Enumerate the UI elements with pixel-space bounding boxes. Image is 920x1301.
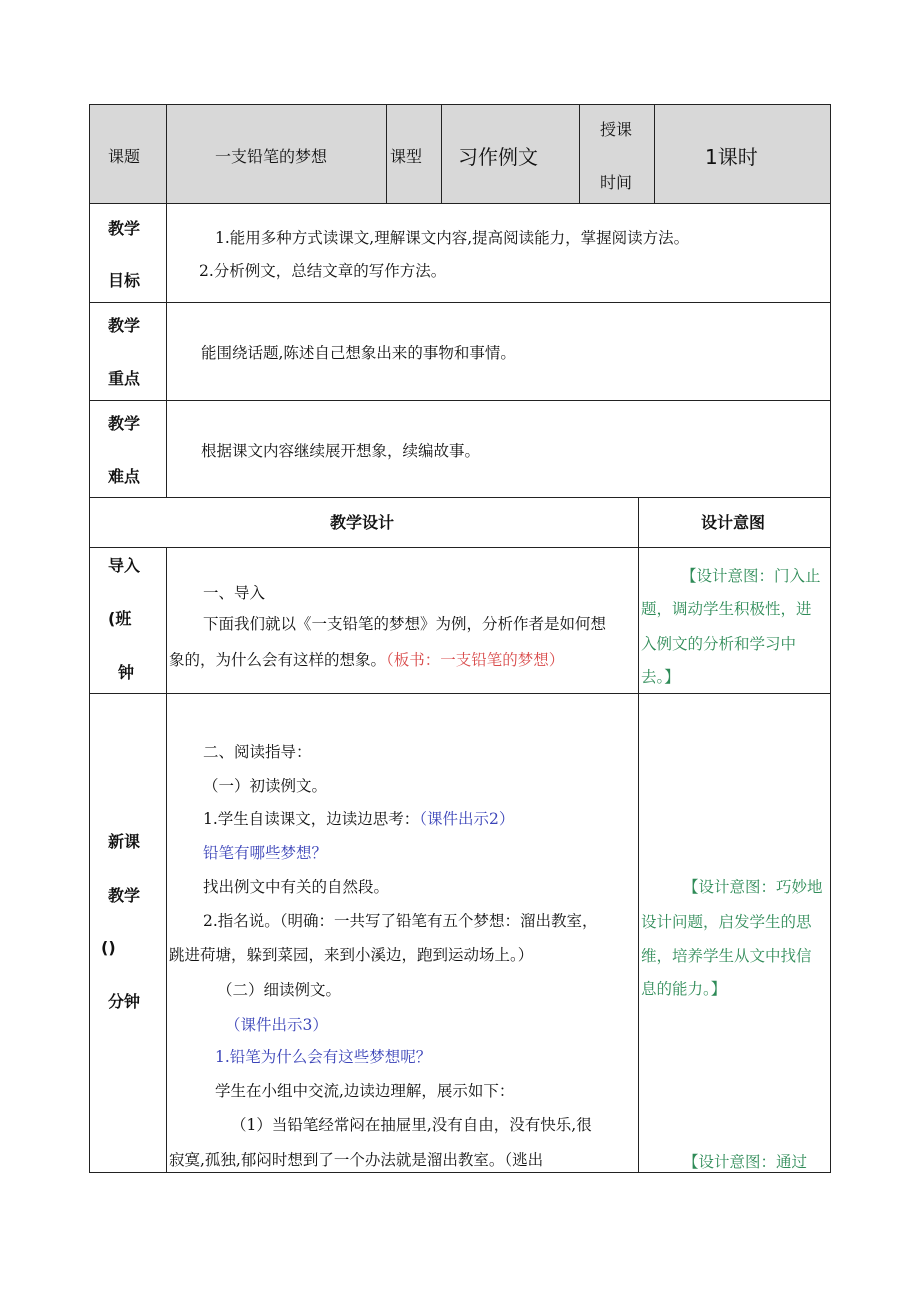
goals-label-line2: 目标 bbox=[108, 271, 141, 290]
first-reading-title: （一）初读例文。 bbox=[203, 777, 328, 795]
focus-label-line2: 重点 bbox=[108, 369, 141, 388]
step2-line2: 跳进荷塘，躲到菜园，来到小溪边，跑到运动场上。） bbox=[169, 946, 534, 964]
answer1-line2: 寂寞,孤独,郁闷时想到了一个办法就是溜出教室。（逃出 bbox=[169, 1151, 544, 1169]
courseware-note-2: （课件出示2） bbox=[419, 810, 515, 828]
newlesson-intent-line4: 息的能力。】 bbox=[641, 980, 727, 998]
subject-label: 课题 bbox=[108, 147, 141, 166]
type-label: 课型 bbox=[390, 147, 423, 166]
newlesson-label-line1: 新课 bbox=[108, 832, 141, 851]
difficulty-label-line1: 教学 bbox=[108, 414, 141, 433]
question-dreams: 铅笔有哪些梦想？ bbox=[203, 844, 328, 862]
intro-intent-line4: 去。】 bbox=[641, 668, 680, 686]
question-why: 1.铅笔为什么会有这些梦想呢？ bbox=[215, 1048, 432, 1066]
intro-line2-text: 象的，为什么会有这样的想象。 bbox=[169, 651, 387, 669]
intent-header-cell bbox=[638, 497, 831, 548]
goals-label-line1: 教学 bbox=[108, 219, 141, 238]
answer1-line1: （1）当铅笔经常闷在抽屉里,没有自由，没有快乐,很 bbox=[231, 1116, 592, 1134]
find-paragraphs: 找出例文中有关的自然段。 bbox=[203, 878, 390, 896]
intro-intent-line3: 入例文的分析和学习中 bbox=[641, 635, 797, 653]
goals-label-cell bbox=[89, 203, 167, 303]
type-value-cell bbox=[441, 104, 580, 204]
newlesson-intent-line1: 【设计意图：巧妙地 bbox=[683, 878, 823, 896]
reading-guide-title: 二、阅读指导： bbox=[203, 743, 312, 761]
focus-label-line1: 教学 bbox=[108, 316, 141, 335]
intro-label-cell bbox=[89, 547, 167, 694]
focus-label-cell bbox=[89, 302, 167, 401]
intro-intent-line2: 题，调动学生积极性，进 bbox=[641, 600, 812, 618]
intro-label-line2: (班 bbox=[108, 609, 132, 628]
intro-label-line1: 导入 bbox=[108, 556, 141, 575]
subject-value: 一支铅笔的梦想 bbox=[215, 147, 328, 166]
newlesson-intent-line3: 维，培养学生从文中找信 bbox=[641, 947, 812, 965]
time-label-line2: 时间 bbox=[600, 173, 633, 192]
type-value: 习作例文 bbox=[458, 145, 538, 169]
newlesson-label-line4: 分钟 bbox=[108, 992, 141, 1011]
type-label-cell bbox=[386, 104, 442, 204]
design-header: 教学设计 bbox=[330, 513, 395, 532]
subject-label-cell bbox=[89, 104, 167, 204]
step1-text: 1.学生自读课文，边读边思考： bbox=[203, 810, 420, 828]
time-value: 1课时 bbox=[705, 145, 758, 169]
focus-content-cell bbox=[166, 302, 831, 401]
goals-line2: 2.分析例文，总结文章的写作方法。 bbox=[199, 262, 447, 280]
intro-title: 一、导入 bbox=[203, 584, 266, 602]
difficulty-label-line2: 难点 bbox=[108, 467, 141, 486]
newlesson-content-cell bbox=[166, 693, 639, 1173]
step2-line1: 2.指名说。（明确：一共写了铅笔有五个梦想：溜出教室， bbox=[203, 912, 598, 930]
newlesson-label-line2: 教学 bbox=[108, 886, 141, 905]
intro-label-line3: 钟 bbox=[118, 663, 135, 682]
newlesson-intent-cell bbox=[638, 693, 831, 1173]
difficulty-content-cell bbox=[166, 400, 831, 498]
courseware-note-3: （课件出示3） bbox=[225, 1016, 328, 1034]
group-discussion: 学生在小组中交流,边读边理解，展示如下： bbox=[215, 1082, 515, 1100]
intro-line2 bbox=[169, 650, 564, 670]
goals-line1: 1.能用多种方式读课文,理解课文内容,提高阅读能力，掌握阅读方法。 bbox=[215, 229, 690, 247]
time-label-line1: 授课 bbox=[600, 120, 633, 139]
newlesson-intent-line2: 设计问题，启发学生的思 bbox=[641, 913, 812, 931]
intro-line1: 下面我们就以《一支铅笔的梦想》为例，分析作者是如何想 bbox=[203, 615, 607, 633]
intro-intent-cell bbox=[638, 547, 831, 694]
close-reading-title: （二）细读例文。 bbox=[217, 981, 342, 999]
newlesson-label-line3: () bbox=[101, 938, 116, 957]
difficulty-text: 根据课文内容继续展开想象，续编故事。 bbox=[201, 442, 481, 460]
newlesson-label-cell bbox=[89, 693, 167, 1173]
focus-text: 能围绕话题,陈述自己想象出来的事物和事情。 bbox=[201, 344, 516, 362]
newlesson-intent-line5: 【设计意图：通过 bbox=[683, 1153, 808, 1171]
goals-content-cell bbox=[166, 203, 831, 303]
intro-content-cell bbox=[166, 547, 639, 694]
design-header-cell bbox=[89, 497, 639, 548]
intent-header: 设计意图 bbox=[701, 513, 766, 532]
time-value-cell bbox=[654, 104, 831, 204]
difficulty-label-cell bbox=[89, 400, 167, 498]
subject-value-cell bbox=[166, 104, 387, 204]
step1-line bbox=[203, 809, 514, 829]
intro-intent-line1: 【设计意图：门入止 bbox=[681, 567, 821, 585]
time-label-cell bbox=[579, 104, 655, 204]
intro-board-note: （板书：一支铅笔的梦想） bbox=[386, 651, 565, 669]
